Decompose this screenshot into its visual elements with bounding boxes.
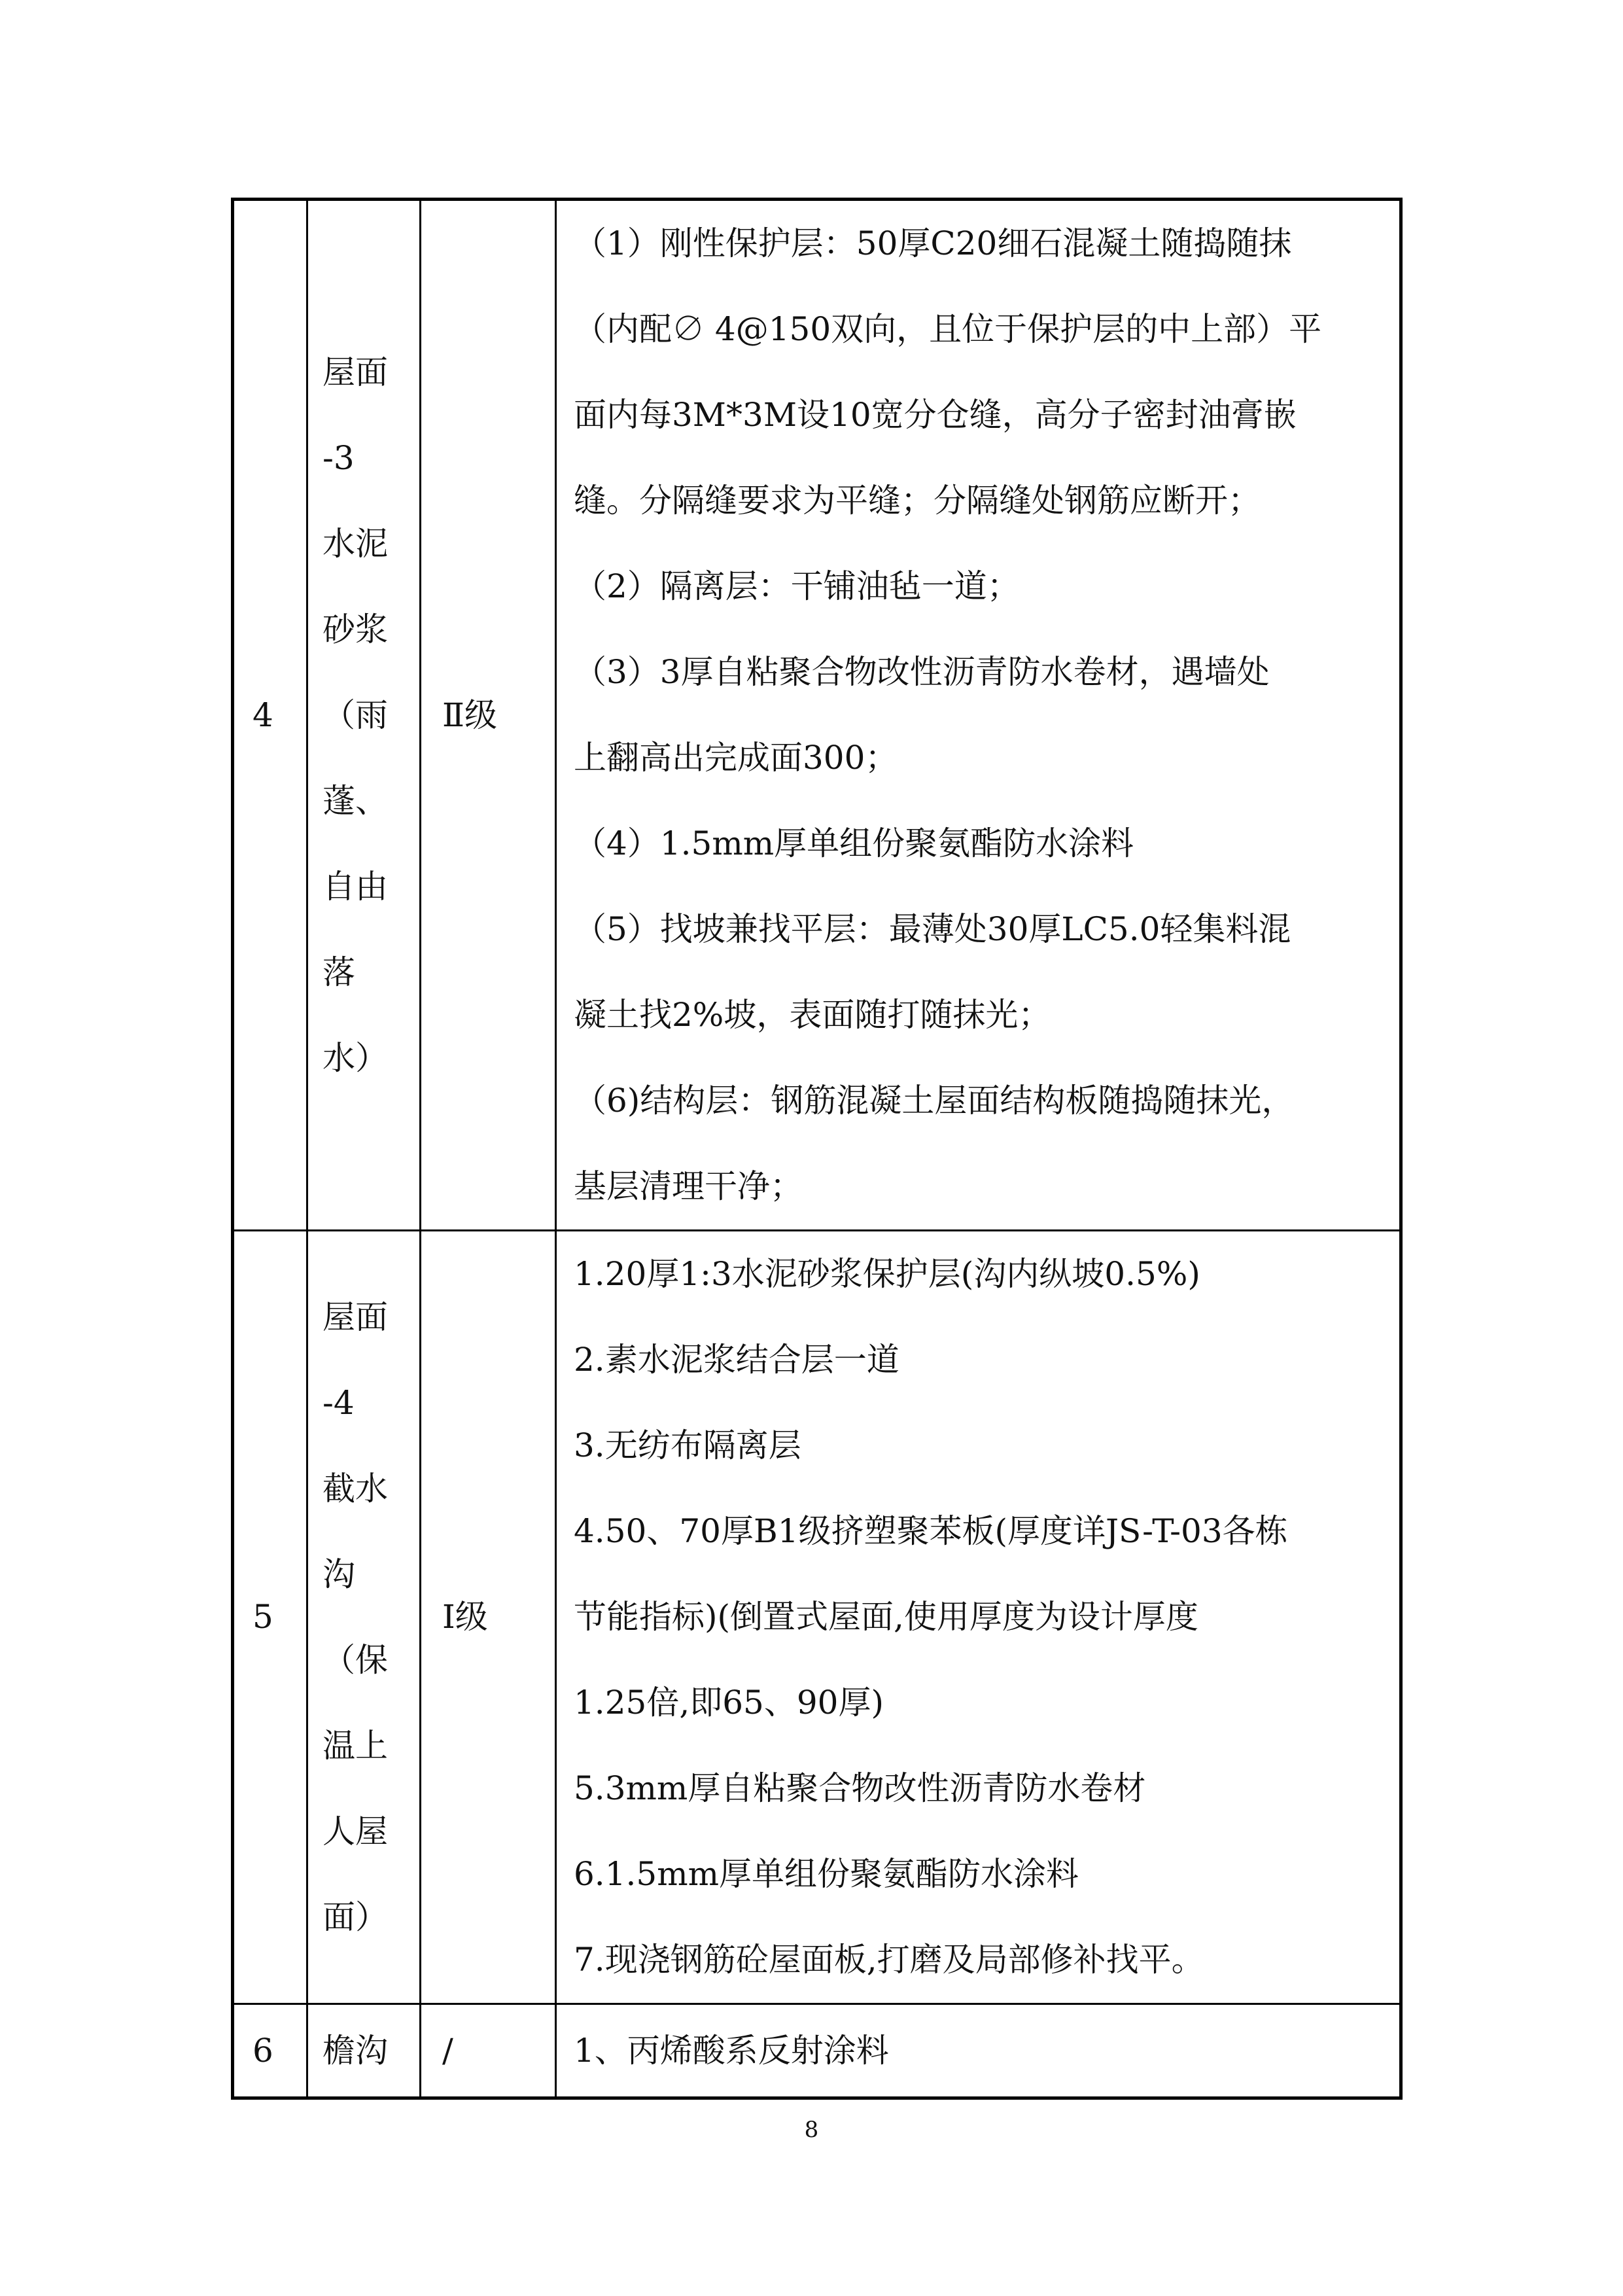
desc-line: 3.无纺布隔离层 xyxy=(574,1426,801,1464)
name-line: -3 xyxy=(323,438,355,477)
name-line: 水） xyxy=(323,1038,388,1077)
name-line: 蓬、 xyxy=(323,781,388,820)
desc-line: （3）3厚自粘聚合物改性沥青防水卷材，遇墙处 xyxy=(574,653,1270,691)
desc-line: 5.3mm厚自粘聚合物改性沥青防水卷材 xyxy=(574,1769,1146,1807)
desc-line: （6)结构层：钢筋混凝土屋面结构板随捣随抹光， xyxy=(574,1082,1295,1120)
name-line: （雨 xyxy=(323,696,388,734)
waterproof-grade: Ⅰ级 xyxy=(421,1231,556,2004)
name-line: 人屋 xyxy=(323,1812,388,1850)
waterproof-grade: / xyxy=(421,2004,556,2098)
desc-line: 4.50、70厚B1级挤塑聚苯板(厚度详JS-T-03各栋 xyxy=(574,1512,1288,1550)
desc-line: 7.现浇钢筋砼屋面板,打磨及局部修补找平。 xyxy=(574,1941,1204,1979)
desc-line: 节能指标)(倒置式屋面,使用厚度为设计厚度 xyxy=(574,1598,1198,1636)
name-line: 落 xyxy=(323,953,355,991)
name-line: 自由 xyxy=(323,867,388,906)
waterproof-grade: Ⅱ级 xyxy=(421,200,556,1231)
roof-type-name xyxy=(307,1231,421,2004)
table-row xyxy=(233,1231,1401,2004)
name-line: 屋面 xyxy=(323,353,388,391)
row-number: 4 xyxy=(233,200,307,1231)
roof-spec-table xyxy=(231,198,1403,2100)
desc-line: （5）找坡兼找平层：最薄处30厚LC5.0轻集料混 xyxy=(574,910,1291,948)
construction-description xyxy=(556,2004,1401,2098)
desc-line: （2）隔离层：干铺油毡一道； xyxy=(574,567,1020,605)
row-number: 5 xyxy=(233,1231,307,2004)
name-line: 水泥 xyxy=(323,524,388,563)
row-number: 6 xyxy=(233,2004,307,2098)
desc-line: （4）1.5mm厚单组份聚氨酯防水涂料 xyxy=(574,824,1134,862)
desc-line: 缝。分隔缝要求为平缝；分隔缝处钢筋应断开； xyxy=(574,482,1261,520)
desc-line: 1、丙烯酸系反射涂料 xyxy=(574,2031,889,2070)
desc-line: 1.25倍,即65、90厚) xyxy=(574,1684,884,1722)
name-line: 面） xyxy=(323,1898,388,1936)
roof-type-name xyxy=(307,2004,421,2098)
construction-description xyxy=(556,1231,1401,2004)
roof-type-name xyxy=(307,200,421,1231)
name-line: 屋面 xyxy=(323,1298,388,1336)
name-line: 沟 xyxy=(323,1555,355,1593)
page-number: 8 xyxy=(804,2117,819,2143)
desc-line: （1）刚性保护层：50厚C20细石混凝土随捣随抹 xyxy=(574,224,1292,262)
desc-line: 面内每3M*3M设10宽分仓缝，高分子密封油膏嵌 xyxy=(574,396,1297,434)
desc-line: 上翻高出完成面300； xyxy=(574,739,898,777)
name-line: -4 xyxy=(323,1383,355,1422)
desc-line: 6.1.5mm厚单组份聚氨酯防水涂料 xyxy=(574,1855,1079,1893)
desc-line: 基层清理干净； xyxy=(574,1167,803,1205)
name-line: 温上 xyxy=(323,1726,388,1765)
desc-line: （内配∅ 4@150双向，且位于保护层的中上部）平 xyxy=(574,310,1322,348)
name-line: （保 xyxy=(323,1640,388,1679)
name-line: 檐沟 xyxy=(323,2031,388,2070)
table-row xyxy=(233,2004,1401,2098)
table-row xyxy=(233,200,1401,1231)
desc-line: 1.20厚1:3水泥砂浆保护层(沟内纵坡0.5%) xyxy=(574,1255,1200,1293)
name-line: 截水 xyxy=(323,1469,388,1508)
desc-line: 凝土找2%坡，表面随打随抹光； xyxy=(574,996,1051,1034)
desc-line: 2.素水泥浆结合层一道 xyxy=(574,1341,899,1379)
name-line: 砂浆 xyxy=(323,610,388,648)
construction-description xyxy=(556,200,1401,1231)
